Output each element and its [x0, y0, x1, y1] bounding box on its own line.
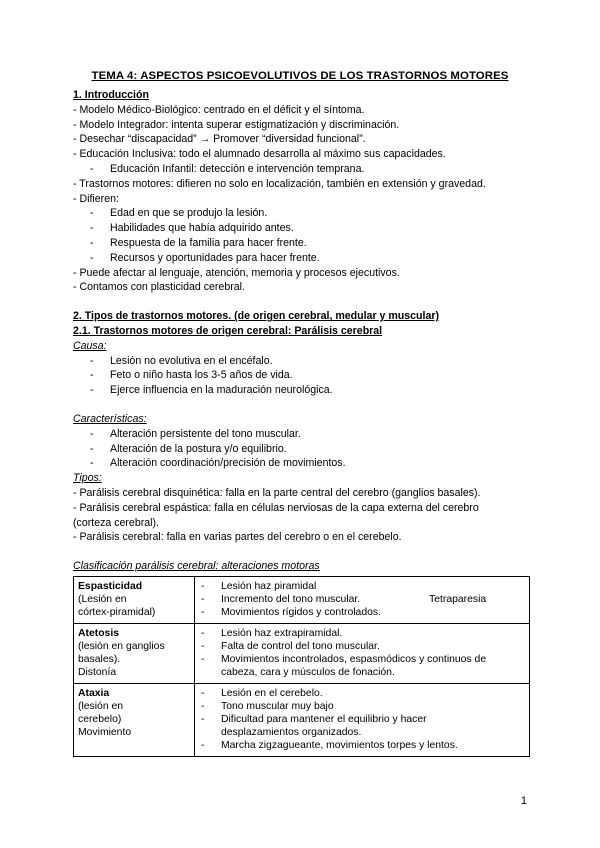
dash: - [201, 700, 205, 712]
feature-text: Lesión haz extrapiramidal. [221, 627, 343, 639]
feature-text: Lesión haz piramidal [221, 580, 317, 592]
tipo-2: - Parálisis cerebral espástica: falla en células nerviosas de la capa externa del cerebro [73, 501, 479, 514]
type-name: Espasticidad [78, 580, 143, 592]
dash: - [90, 162, 94, 175]
dash: - [90, 457, 94, 470]
intro-line-8: - Contamos con plasticidad cerebral. [73, 281, 245, 294]
dash: - [90, 442, 94, 455]
type-desc: córtex-piramidal) [78, 606, 156, 618]
differ-text: Recursos y oportunidades para hacer frente. [110, 251, 320, 264]
differ-item [73, 251, 540, 266]
causa-label: Causa: [73, 339, 107, 352]
feature-text: Incremento del tono muscular. [221, 593, 361, 605]
table-row [74, 623, 530, 683]
feature-text: desplazamientos organizados. [221, 726, 362, 738]
intro-line-6: - Difieren: [73, 192, 119, 205]
page-number: 1 [520, 795, 527, 807]
intro-sub-text: Educación Infantil: detección e intervención temprana. [110, 162, 365, 175]
tipo-1: - Parálisis cerebral disquinética: falla en la parte central del cerebro (ganglios basales). [73, 486, 481, 499]
classification-table [73, 576, 530, 757]
causa-text: Lesión no evolutiva en el encéfalo. [110, 354, 273, 367]
causa-item [73, 383, 540, 398]
dash: - [201, 606, 205, 618]
dash: - [90, 384, 94, 397]
table-row [74, 683, 530, 756]
dash: - [201, 593, 205, 605]
section-2-heading: 2. Tipos de trastornos motores. (de origen cerebral, medular y muscular) [73, 310, 439, 323]
feature-text: cabeza, cara y músculos de fonación. [221, 666, 395, 678]
dash: - [90, 354, 94, 367]
causa-item [73, 354, 540, 369]
caracteristica-text: Alteración de la postura y/o equilibrio. [110, 442, 287, 455]
differ-item [73, 236, 540, 251]
feature-text: Lesión en el cerebelo. [221, 687, 323, 699]
tipos-label: Tipos: [73, 472, 102, 485]
dash: - [201, 640, 205, 652]
feature-text: Tono muscular muy bajo [221, 700, 334, 712]
table-row [74, 576, 530, 623]
features-cell [195, 683, 530, 756]
dash: - [201, 627, 205, 639]
tipo-2-cont: (corteza cerebral). [73, 516, 159, 529]
intro-line-1: - Modelo Médico-Biológico: centrado en el déficit y el síntoma. [73, 103, 365, 116]
caracteristica-item [73, 442, 540, 457]
tetraparesia-label: Tetraparesia [429, 593, 487, 605]
type-desc: basales). [78, 653, 121, 665]
differ-item [73, 221, 540, 236]
feature-text: Movimientos rígidos y controlados. [221, 606, 381, 618]
causa-text: Ejerce influencia en la maduración neurológica. [110, 384, 333, 397]
type-desc: Movimiento [78, 726, 132, 738]
dash: - [90, 207, 94, 220]
caracteristica-text: Alteración persistente del tono muscular. [110, 427, 301, 440]
document-title: TEMA 4: ASPECTOS PSICOEVOLUTIVOS DE LOS TRASTORNOS MOTORES [91, 70, 509, 82]
type-cell [74, 623, 195, 683]
dash: - [90, 369, 94, 382]
type-desc: (lesión en [78, 700, 124, 712]
intro-line-2: - Modelo Integrador: intenta superar estigmatización y discriminación. [73, 118, 400, 131]
caracteristica-text: Alteración coordinación/precisión de movimientos. [110, 457, 346, 470]
dash: - [201, 713, 205, 725]
causa-item [73, 368, 540, 383]
dash: - [201, 687, 205, 699]
dash: - [90, 427, 94, 440]
intro-sub-item [73, 162, 540, 177]
feature-text: Movimientos incontrolados, espasmódicos y continuos de [221, 653, 487, 665]
dash: - [201, 739, 205, 751]
caracteristica-item [73, 427, 540, 442]
classification-label: Clasificación parálisis cerebral: alteraciones motoras [73, 560, 320, 573]
dash: - [90, 222, 94, 235]
type-cell [74, 576, 195, 623]
document-body [73, 88, 540, 757]
dash: - [90, 251, 94, 264]
differ-item [73, 206, 540, 221]
type-cell [74, 683, 195, 756]
causa-text: Feto o niño hasta los 3-5 años de vida. [110, 369, 293, 382]
feature-text: Marcha zigzagueante, movimientos torpes y lentos. [221, 739, 458, 751]
type-desc: cerebelo) [78, 713, 122, 725]
type-desc: (lesión en ganglios [78, 640, 165, 652]
section-2-1-heading: 2.1. Trastornos motores de origen cerebral: Parálisis cerebral [73, 324, 383, 337]
feature-text: Dificultad para mantener el equilibrio y hacer [221, 713, 427, 725]
differ-text: Respuesta de la familia para hacer frente. [110, 236, 307, 249]
dash: - [201, 580, 205, 592]
features-cell [195, 576, 530, 623]
intro-line-7: - Puede afectar al lenguaje, atención, memoria y procesos ejecutivos. [73, 266, 400, 279]
intro-line-5: - Trastornos motores: difieren no solo en localización, también en extensión y gravedad. [73, 177, 486, 190]
features-cell [195, 623, 530, 683]
caracteristicas-label: Características: [73, 412, 147, 425]
type-desc: Distonía [78, 666, 117, 678]
differ-text: Habilidades que había adquirido antes. [110, 222, 294, 235]
section-1-heading: 1. Introducción [73, 89, 149, 101]
dash: - [201, 653, 205, 665]
dash: - [90, 236, 94, 249]
type-name: Ataxia [78, 687, 110, 699]
type-desc: (Lesión en [78, 593, 127, 605]
type-name: Atetosis [78, 627, 119, 639]
differ-text: Edad en que se produjo la lesión. [110, 207, 268, 220]
intro-line-4: - Educación Inclusiva: todo el alumnado desarrolla al máximo sus capacidades. [73, 148, 446, 161]
feature-text: Falta de control del tono muscular. [221, 640, 380, 652]
caracteristica-item [73, 456, 540, 471]
intro-line-3: - Desechar “discapacidad” → Promover “diversidad funcional”. [73, 133, 366, 146]
tipo-3: - Parálisis cerebral: falla en varias partes del cerebro o en el cerebelo. [73, 531, 402, 544]
